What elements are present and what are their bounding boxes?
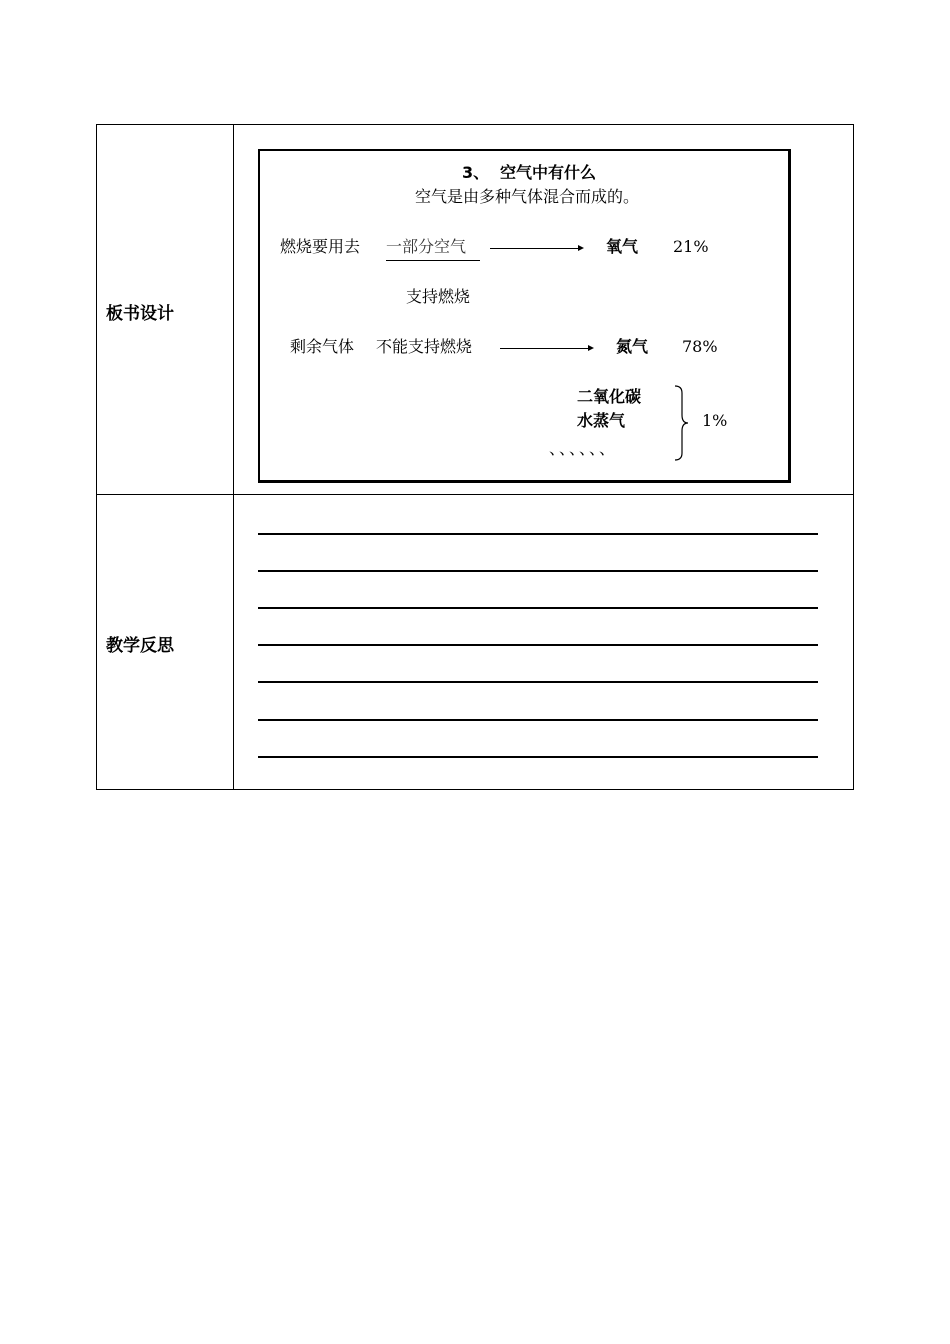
board-design-label-cell — [97, 125, 234, 494]
blackboard-frame — [258, 149, 791, 483]
nitrogen-label: 氮气 — [616, 337, 649, 356]
oxygen-percent: 21% — [673, 237, 709, 256]
reflection-write-line[interactable] — [258, 607, 818, 609]
reflection-write-line[interactable] — [258, 570, 818, 572]
burn-lead-text: 燃烧要用去 — [280, 237, 361, 256]
remain-lead-text: 剩余气体 — [290, 337, 355, 356]
oxygen-label: 氧气 — [606, 237, 639, 256]
co2-label: 二氧化碳 — [577, 387, 642, 406]
burn-sub-text: 支持燃烧 — [406, 287, 471, 306]
reflection-write-line[interactable] — [258, 644, 818, 646]
etc-dots: 、、、、、、 — [549, 439, 618, 458]
reflection-write-line[interactable] — [258, 681, 818, 683]
remain-desc-text: 不能支持燃烧 — [376, 337, 473, 356]
reflection-row — [97, 495, 853, 789]
reflection-write-line[interactable] — [258, 756, 818, 758]
board-design-content — [234, 125, 853, 494]
board-title-number: 3、 — [462, 163, 490, 182]
board-design-label: 板书设计 — [106, 304, 174, 324]
board-subtitle: 空气是由多种气体混合而成的。 — [415, 187, 640, 206]
nitrogen-percent: 78% — [682, 337, 718, 356]
nitrogen-arrow — [500, 348, 592, 349]
burn-part-underline — [386, 260, 480, 261]
brace-icon — [673, 385, 689, 461]
reflection-write-line[interactable] — [258, 533, 818, 535]
vapor-label: 水蒸气 — [577, 411, 626, 430]
oxygen-arrow — [490, 248, 582, 249]
reflection-write-line[interactable] — [258, 719, 818, 721]
board-design-row — [97, 125, 853, 495]
board-title: 空气中有什么 — [500, 163, 597, 182]
reflection-content[interactable] — [234, 495, 853, 789]
reflection-label: 教学反思 — [106, 636, 174, 656]
reflection-label-cell — [97, 495, 234, 789]
others-percent: 1% — [702, 411, 728, 430]
burn-part-text: 一部分空气 — [386, 237, 467, 256]
lesson-plan-table — [96, 124, 854, 790]
